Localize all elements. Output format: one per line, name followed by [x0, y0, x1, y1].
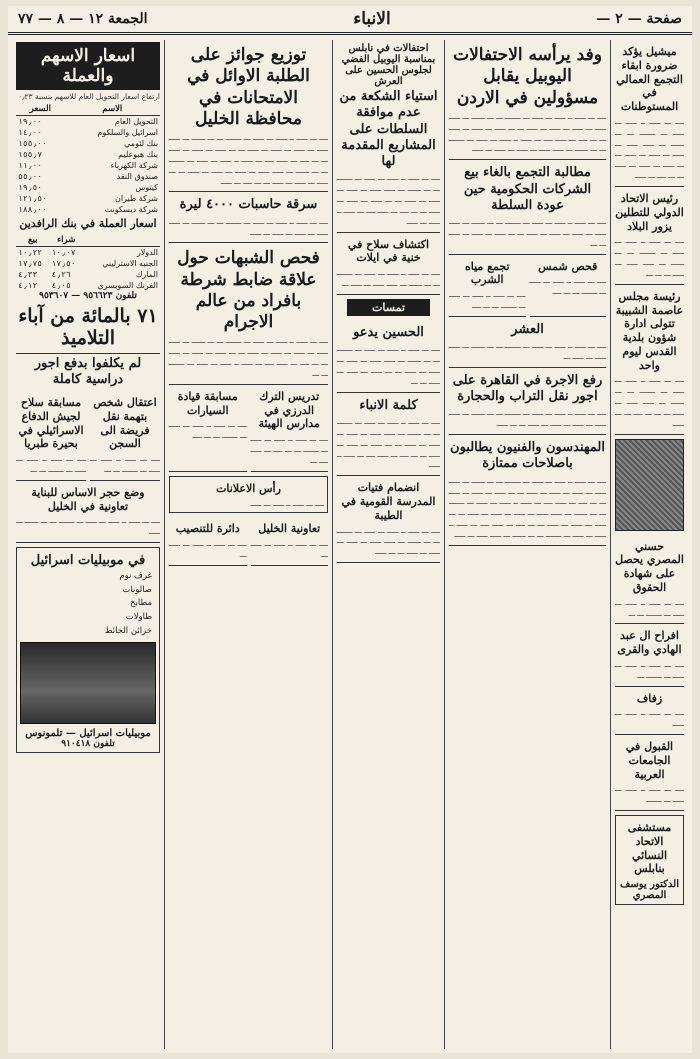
- stocks-intro: ارتفاع اسعار التحويل العام للاسهم بنسبة ٠٫٢٣: [18, 92, 160, 101]
- stock-price: ١٤٫٠٠: [18, 127, 43, 137]
- page-label: صفحة — ٢ —: [596, 11, 682, 27]
- stock-price: ٥٥٫٠٠: [18, 171, 43, 181]
- article-body: ــــ ـــ ـــــ ــ ـــــ ـــ ـــــ ـــ ـــــــ ـــ ـــ ــــــ ـــ ـــــ ـــــ ـــ ـــــ ـــ ـــــ ـــ ـــــ ـــ ـــ ـــــ ـــ ـــــ ـــ ـــــ ـــ ـــ ــــ ـــ ـــــ: [615, 116, 684, 181]
- newspaper-page: [8, 6, 692, 1053]
- stock-price: ١٢١٫٥٠: [18, 193, 47, 203]
- news-photo: [615, 439, 684, 531]
- currency-name: الدولار: [136, 247, 158, 257]
- table-row: [16, 160, 160, 171]
- article-body: ــــ ـــ ـــــ ــ ـــــ ـــ ـــــ ـــ ـــــــ ـــ ـــ ــــــ ـــ ـــــ ـــــ ـــ ـــــ ـــ ـــــ ـــ ـــــ ـــ ـــ ـــــ ـــ ـــــ ـــ ـــــ ـــ ـــ ــــ ـــ ـــــ ــــ ـــ ـــــ ــ ـــــ ـــ ـــــ: [337, 173, 440, 226]
- article-body: ــــ ـــ ـــــ ــ ـــــ ـــ ـــــ ـــ ـــــــ: [615, 784, 684, 805]
- stock-name: بنك لئومي: [124, 138, 158, 148]
- columns: [12, 40, 688, 1049]
- stock-price: ١١٫٠٠: [18, 160, 43, 170]
- headline: تدريس الترك الدرزي في مدارس الهيئة: [258, 389, 320, 431]
- kicker: احتفالات في نابلس بمناسبة اليوبيل الفضي لجلوس الحسين على العرش: [341, 43, 436, 87]
- story: [530, 255, 607, 317]
- article-body: ــــ ـــ ـــــ ــ ـــــ ـــ ـــــ ـــ ـــــــ ـــ ـــ ــــــ ـــ ـــــ ـــــ ـــ ـــــ ـــ ـــــ ـــ ـــــ ـــ ـــ ـــــ ـــ ـــــ ـــ ـــــ ـــ ـــ: [337, 344, 440, 386]
- table-row: [16, 269, 160, 280]
- headline: وضع حجر الاساس للبناية تعاونية في الخليل: [31, 485, 145, 513]
- ad-title: في موبيليات اسرائيل: [30, 553, 146, 569]
- story: [449, 40, 606, 160]
- article-body: ــــ ـــ ـــــ ــ ـــــ ـــ ـــــ ـــ ـــــــ ـــ ـــ: [16, 454, 86, 474]
- headline: المهندسون والفنيون يطالبون باصلاحات ممتازة: [450, 440, 605, 472]
- story: [449, 317, 606, 368]
- table-row: [16, 149, 160, 160]
- stock-price: ١٩٫٥٠: [18, 182, 43, 192]
- headline: الحسين يدعو: [353, 324, 424, 340]
- subheadline: لم يكلفوا بدفع اجور دراسية كاملة: [34, 355, 142, 387]
- currency-name: الجنيه الاسترليني: [102, 258, 158, 268]
- story-pair: [169, 517, 328, 566]
- furniture-ad: [16, 547, 160, 753]
- story: [16, 481, 160, 543]
- stock-name: التحويل العام: [114, 116, 158, 126]
- story: [169, 192, 328, 243]
- column-header: بيع: [16, 234, 50, 247]
- currency-buy: ١٠٫٠٧: [51, 247, 76, 257]
- story: [615, 624, 684, 686]
- currency-sell: ٤٫١٢: [18, 280, 38, 290]
- article-body: ــــ ـــ ـــــ ــ ـــــ ـــ ـــــ ـــ ـــــــ ـــ ـــ: [615, 597, 684, 618]
- table-row: [16, 138, 160, 149]
- story: [449, 160, 606, 254]
- story-pair: [449, 255, 606, 317]
- stock-price: ١٨٨٫٠٠: [18, 204, 47, 214]
- headline: تعاونية الخليل: [258, 522, 321, 536]
- table-row: [16, 171, 160, 182]
- article-body: ــــ ـــ ـــــ ــ ـــــ ـــ ـــــ ـــ ـــــــ ـــ ـــ ــــــ ـــ ـــــ ـــــ ـــ ـــــ ـــ ـــــ ـــ ـــــ ـــ ـــ ـــــ ـــ ـــــ ـــ ـــــ ـــ ـــ ــــ ـــ ـــــ ــــ ـــ ـــــ ــ ـــــ: [337, 416, 440, 470]
- stock-price: ١٥٥٫٧: [18, 149, 43, 159]
- phone-line: تلفون ٩٥٦٦٢٣ — ٩٥٣٦٠٧: [39, 290, 137, 301]
- headline: انضمام فتيات المدرسة القومية في الطيبة: [341, 481, 436, 522]
- column-4: [164, 40, 332, 1049]
- story: [337, 476, 440, 563]
- headline: مطالبة التجمع بالغاء بيع الشركات الحكومية حين عودة السلطة: [463, 165, 592, 213]
- article-body: ــــ ـــ ـــــ ــ ـــــ ـــ ـــــ: [615, 708, 684, 729]
- headline: توزيع جوائز على الطلبة الاوائل في الامتحانات في محافظة الخليل: [187, 45, 310, 129]
- story: [169, 385, 247, 472]
- story: [449, 368, 606, 435]
- story: [337, 233, 440, 295]
- story: [337, 40, 440, 233]
- article-body: ــــ ـــ ـــــ ــ ـــــ ـــ ـــــ ـــ ـــــــ ـــ ـــ ــــــ ـــ ـــــ ـــــ ـــ ـــــ ـــ ـــــ ـــ ـــــ ـــ ـــ ـــــ ـــ ـــــ ـــ ـــــ ـــ ـــ ــــ ـــ ـــــ ــــ ـــ ـــــ ــ ـــــ ـــ ـــــ ـــ ـــــــ ـــ ـــ ــــــ ـــ ـــــ ـــــ ـــ ـــــ ـــ ـــــ ـــ ـــــ ـــ ـــ ـــــ ـــ ـــــ ـــ ـــــ ـــ ـــ ــــ ـــ ـــــ ــــ ـــ ـــــ ــ ـــــ ـــ ـــــ ـــ ـــــــ ـــ ـــ ــــــ ـــ ـــــ ـــــ ـــ ـــــ: [449, 475, 606, 539]
- headline: اكتشاف سلاح في خنية في ايلات: [347, 237, 430, 265]
- headline: استياء الشكعة من عدم موافقة السلطات على المشاريع المقدمة لها: [339, 89, 438, 169]
- story: [615, 535, 684, 625]
- currency-buy: ٤٫٠٥: [51, 280, 71, 290]
- article-body: ــــ ـــ ـــــ ــ ـــــ ـــ ـــــ ـــ ـــــــ ـــ ـــ ــــــ ـــ ـــــ ـــــ ـــ ـــــ ـــ ـــ ـــ ــــ ـــ ـــ ـــــ: [615, 375, 684, 428]
- article-body: ــــ ـــ ـــــ ــ ـــــ ـــ ـــــ ـــ ـــــــ ـــ ـــ ــــــ ـــ ـــــ ـــــ ـــ ـــــ ـــ ـــــ ـــ ـــــ ـــ ـــ ـــــ: [337, 525, 440, 557]
- currency-name: المارك: [135, 269, 158, 279]
- story-pair: [169, 385, 328, 472]
- story: [615, 285, 684, 435]
- headline: مسابقة سلاح لجيش الدفاع الاسرائيلي في بحيرة طبريا: [18, 396, 84, 451]
- article-body: ــــ ـــ ـــــ ــ ـــــ ـــ ـــــ ـــ ـــــــ ـــ ـــ ــــ: [449, 290, 526, 310]
- paper-name: الانباء: [353, 9, 391, 29]
- ad-phone: تلفون ٩١٠٤١٨: [61, 739, 115, 750]
- headline: رفع الاجرة في القاهرة على اجور نقل التراب والحجارة: [452, 372, 603, 405]
- story: [16, 391, 86, 481]
- ad-footer: موبيليات اسرائيل — تلمونوس: [25, 728, 151, 740]
- article-body: ــــ ـــ ـــــ ــ ـــــ ـــ ـــــ ـــ ـــــــ ـــ ـــ ــــــ ـــ ـــــ ـــــ ـــ ـــــ ـــ ـــــ ـــ ـــــ ـــ ـــ ـــــ ـــ ـــــ ـــ ـــــ ـــ ـــ: [449, 217, 606, 248]
- headline: افراح ال عبد الهادي والقرى: [617, 629, 682, 657]
- currency-heading: اسعار العملة في بنك الرافدين: [19, 216, 157, 230]
- stock-name: شركة الكهرباء: [110, 160, 158, 170]
- table-row: [16, 127, 160, 138]
- currency-name: الفرنك السويسري: [97, 280, 158, 290]
- table-row: [16, 193, 160, 204]
- currency-sell: ٤٫٣٣: [18, 269, 38, 279]
- headline: تجمع مياه الشرب: [464, 259, 510, 287]
- article-body: ــــ ـــ ـــــ ــ ـــــ ـــ ـــــ ـــ ـــــــ ـــ ـــ: [90, 454, 160, 474]
- currency-sell: ١٠٫٢٢: [18, 247, 43, 257]
- story: [337, 320, 440, 393]
- headline: ميشيل يؤكد ضرورة ابقاء التجمع العمالي في المستوطنات: [616, 45, 683, 113]
- table-row: [16, 115, 160, 127]
- story: [615, 40, 684, 187]
- headline: رئيسة مجلس عاصمة الشبيبة تتولى ادارة شؤون بلدية القدس ليوم واحد: [615, 289, 684, 372]
- currency-buy: ٤٫٢٦: [51, 269, 71, 279]
- story: [449, 435, 606, 546]
- headline: رأس الاعلانات: [216, 481, 281, 495]
- column-3: [332, 40, 444, 1049]
- notice-box: [169, 476, 328, 514]
- currency-table: [16, 234, 160, 291]
- story: [615, 735, 684, 811]
- column-header: الاسم: [65, 103, 160, 116]
- list-item: طاولات: [125, 611, 152, 622]
- section-banner: تمسات: [347, 299, 430, 316]
- stock-name: شركة طيران: [114, 193, 158, 203]
- list-item: صالونات: [122, 584, 152, 595]
- article-body: ــــ ـــ ـــــ ــ ـــــ ـــ ـــــ ـــ ـــــــ ـــ ـــ ــــــ ـــ ـــــ: [16, 516, 160, 537]
- ad-image: [20, 642, 156, 724]
- headline: حسني المصري يحصل على شهادة الحقوق: [615, 539, 684, 594]
- article-body: ــــ ـــ ـــــ ــ ـــــ ـــ ـــــ ـــ ـــــــ ـــ ـــ ــــــ ـــ ـــــ ـــــ ـــ ـــــ ـــ ـــ ـــ: [615, 236, 684, 278]
- story: [615, 187, 684, 285]
- currency-sell: ١٧٫٧٥: [18, 258, 43, 268]
- list-item: خزائن الحائط: [104, 625, 152, 636]
- article-body: ــــ ـــ ـــــ ــ ـــــ ـــ ـــــ ـــ ـــــــ ـــ ـــ ــــ: [169, 420, 247, 441]
- ad-items: [24, 570, 152, 638]
- story: [251, 385, 329, 472]
- story-pair: [16, 391, 160, 481]
- headline: زفاف: [636, 691, 663, 705]
- headline: اعتقال شخص بتهمة نقل فريضة الى السجن: [93, 396, 157, 451]
- article-body: ــــ ـــ ـــــ ــ ـــــ ـــ ـــــ ـــ ـــــــ ـــ ـــ ــــــ ـــ ـــــ ـــــ ـــ ـــــ ـــ ـــــ ـــ ـــــ ـــ ـــ ـــــ ـــ ـــــ ـــ ـــــ ـــ ـــ ــــ ـــ ـــــ ــــ ـــ ـــــ ــ ـــــ ـــ ـــــ ـــ ـــــــ ـــ ـــ ــــــ ـــ ـــــ ـــــ ـــ ـــــ ـــ ـــــ ـــ ـــــ ـــ ـــ ـــــ ـــ ـــــ ـــ ـــــ ـــ ـــ ــــ ـــ ـــــ: [169, 133, 328, 186]
- table-row: [16, 246, 160, 258]
- headline: قحص شمس: [538, 259, 598, 273]
- stock-price: ١٥٥٫٠٠: [18, 138, 47, 148]
- headline: ٧١ بالمائة من آباء التلاميذ: [16, 301, 160, 354]
- story: [251, 517, 329, 566]
- article-body: ــــ ـــ ـــــ ــ ـــــ ـــ ـــــ ـــ ـــــــ ـــ ـــ ــــــ ـــ ـــــ ـــــ ـــ ـــــ ـــ ـــــ ـــ ـــــ ـــ ـــ ـــــ ـــ ـــــ ـــ ـــــ ـــ ـــ ــــ ـــ ـــــ ــــ ـــ ـــــ ــ ـــــ ـــ ـــــ ـــ ـــــــ ـــ ـــ ــــــ ـــ ـــــ ـــــ ـــ ـــــ ـــ ـــــ ـــ ـــــ: [449, 111, 606, 154]
- stocks-table: [16, 103, 160, 215]
- column-right: [610, 40, 688, 1049]
- headline: القبول في الجامعات العربية: [625, 740, 674, 781]
- table-row: [16, 182, 160, 193]
- story: [337, 393, 440, 477]
- headline: العشر: [511, 321, 544, 337]
- column-left: [12, 40, 164, 1049]
- story: [169, 40, 328, 192]
- stock-name: بنك هبوعليم: [118, 149, 158, 159]
- article-body: ــــ ـــ ـــــ ــ ـــــ ـــ ـــــ ـــ ـــــــ ـــ ـــ ــــ: [529, 276, 606, 297]
- list-item: غرف نوم: [119, 571, 152, 582]
- stocks-banner: اسعار الاسهم والعملة: [16, 42, 160, 90]
- headline: دائرة للتنصيب: [175, 522, 240, 536]
- headline: وفد يرأسه الاحتفالات اليوبيل يقابل مسؤولين في الاردن: [453, 45, 602, 108]
- currency-buy: ١٧٫٥٠: [51, 258, 76, 268]
- story: [90, 391, 160, 481]
- headline: رئيس الاتحاد الدولي للتطلين يزور البلاد: [615, 192, 684, 233]
- stock-name: اسرائيل والسلكوم: [97, 127, 158, 137]
- article-body: ــــ ـــ ـــــ ــ ـــــ ـــ ـــــ ـــ ـــــــ ـــ ـــ ــــــ ـــ ـــــ ـــــ ـــ ـــــ ـــ: [337, 268, 440, 288]
- headline: سرقة حاسبات ٤٠٠٠ ليرة: [179, 197, 318, 213]
- table-row: [16, 280, 160, 291]
- headline: كلمة الانباء: [359, 397, 418, 413]
- list-item: مطابخ: [130, 598, 152, 609]
- article-body: ــــ ـــ ـــــ ــ ـــــ ـــ ـــــ ـــ: [169, 539, 247, 559]
- article-body: ــــ ـــ ـــــ ــ ـــــ ـــ ـــــ ـــ: [250, 539, 328, 559]
- story: [615, 687, 684, 736]
- stock-name: صندوق النقد: [116, 171, 158, 181]
- article-body: ــــ ـــ ـــــ ــ ـــــ ـــ ـــــ: [250, 498, 324, 508]
- headline: مسابقة قيادة السيارات: [177, 389, 238, 417]
- ad-subtitle: الدكتور يوسف المصري: [619, 879, 679, 902]
- article-body: ــــ ـــ ـــــ ــ ـــــ ـــ ـــــ ـــ ـــــــ ـــ: [615, 659, 684, 680]
- article-body: ــــ ـــ ـــــ ــ ـــــ ـــ ـــــ ـــ ـــــــ ـــ ـــ ــــــ ـــ ـــــ ـــــ ـــ ـــــ ـــ ـــــ ـــ ـــــ ـــ ـــ ـــــ: [449, 408, 606, 429]
- stock-price: ١٩٫٠٠: [18, 116, 43, 126]
- table-row: [16, 258, 160, 269]
- column-2: [444, 40, 610, 1049]
- story: [169, 517, 247, 566]
- article-body: ــــ ـــ ـــــ ــ ـــــ ـــ ـــــ ـــ ـــــــ ـــ ـــ ــــــ ـــ ـــــ ـــــ ـــ ـــــ ـــ ـــــ ـــ ـــــ ـــ ـــ ـــــ ـــ ـــــ ـــ ـــــ ـــ ـــ ــــ ـــ ـــــ ــــ ـــ ـــــ ــ ـــــ ـــ ـــــ ـــ ـــــــ ـــ ـــ: [169, 336, 328, 378]
- stock-name: كيتوس: [135, 182, 158, 192]
- column-header: السعر: [16, 103, 65, 116]
- headline: مستشفى الاتحاد النسائي بنابلس: [627, 821, 672, 876]
- date-line: الجمعة ١٢ — ٨ — ٧٧: [18, 11, 148, 27]
- masthead: [8, 6, 692, 35]
- article-body: ــــ ـــ ـــــ ــ ـــــ ـــ ـــــ ـــ ـــــــ ـــ ـــ ــــــ ـــ ـــــ ـــــ ـــ ـــــ ـــ ـــــ ـــ ـــــ: [169, 216, 328, 237]
- story: [169, 243, 328, 385]
- article-body: ــــ ـــ ـــــ ــ ـــــ ـــ ـــــ ـــ ـــــــ ـــ ـــ ــــــ ـــ ـــــ ـــــ ـــ ـــــ ـــ: [449, 341, 606, 361]
- article-body: ــــ ـــ ـــــ ــ ـــــ ـــ ـــــ ـــ ـــــــ ـــ ـــ ــــ ـــ ـــــ ــــ ـــ: [250, 434, 328, 465]
- stock-name: شركة ديسكونت: [104, 204, 158, 214]
- table-row: [16, 204, 160, 215]
- headline: فحص الشبهات حول علاقة ضابط شرطة بافراد من عالم الاجرام: [177, 248, 320, 333]
- column-header: شراء: [50, 234, 83, 247]
- story: [449, 255, 526, 317]
- clinic-ad-box: [615, 815, 684, 905]
